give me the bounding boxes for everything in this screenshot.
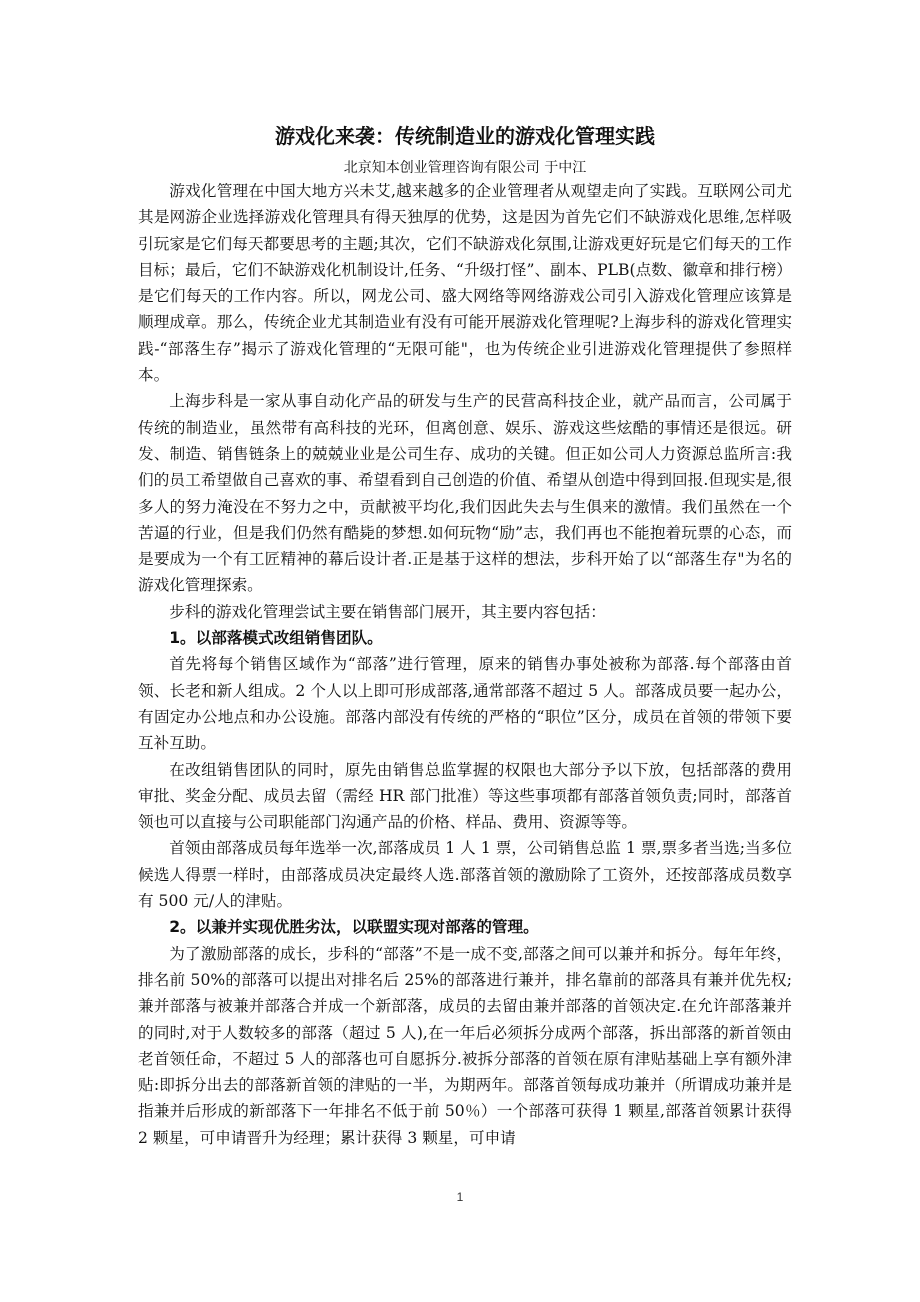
paragraph: 为了激励部落的成长，步科的“部落”不是一成不变,部落之间可以兼并和拆分。每年年终，排名前 50%的部落可以提出对排名后 25%的部落进行兼并，排名靠前的部落具有兼并优先权;兼并部落与被兼并部落合并成一个新部落，成员的去留由兼并部落的首领决定.在允许部落兼并的同时,对于人数较多的部落（超过 5 人),在一年后必须拆分成两个部落，拆出部落的新首领由老首领任命，不超过 5 人的部落也可自愿拆分.被拆分部落的首领在原有津贴基础上享有额外津贴:即拆分出去的部落新首领的津贴的一半，为期两年。部落首领每成功兼并（所谓成功兼并是指兼并后形成的新部落下一年排名不低于前 50％）一个部落可获得 1 颗星,部落首领累计获得 2 颗星，可申请晋升为经理；累计获得 3 颗星，可申请: [138, 944, 792, 1147]
paragraph: 首先将每个销售区域作为“部落”进行管理，原来的销售办事处被称为部落.每个部落由首领、长老和新人组成。2 个人以上即可形成部落,通常部落不超过 5 人。部落成员要一起办公，有固定办公地点和办公设施。部落内部没有传统的严格的“职位”区分，成员在首领的带领下要互补互助。: [138, 655, 792, 753]
paragraph: 首领由部落成员每年选举一次,部落成员 1 人 1 票，公司销售总监 1 票,票多者当选;当多位候选人得票一样时，由部落成员决定最终人选.部落首领的激励除了工资外，还按部落成员数享有 500 元/人的津贴。: [138, 839, 792, 911]
section-heading: 1。以部落模式改组销售团队。: [169, 629, 383, 648]
page-number: 1: [456, 1190, 464, 1204]
paragraph: 步科的游戏化管理尝试主要在销售部门展开，其主要内容包括：: [169, 602, 606, 621]
document-author: 北京知本创业管理咨询有限公司 于中江: [343, 160, 587, 176]
document-title: 游戏化来袭：传统制造业的游戏化管理实践: [275, 124, 655, 148]
paragraph: 在改组销售团队的同时，原先由销售总监掌握的权限也大部分予以下放，包括部落的费用审批、奖金分配、成员去留（需经 HR 部门批准）等这些事项都有部落首领负责;同时，部落首领也可以直接与公司职能部门沟通产品的价格、样品、费用、资源等等。: [138, 760, 792, 832]
document-page: [138, 120, 792, 1151]
paragraph: 游戏化管理在中国大地方兴未艾,越来越多的企业管理者从观望走向了实践。互联网公司尤其是网游企业选择游戏化管理具有得天独厚的优势，这是因为首先它们不缺游戏化思维,怎样吸引玩家是它们每天都要思考的主题;其次，它们不缺游戏化氛围,让游戏更好玩是它们每天的工作目标；最后，它们不缺游戏化机制设计,任务、“升级打怪”、副本、PLB(点数、徽章和排行榜）是它们每天的工作内容。所以，网龙公司、盛大网络等网络游戏公司引入游戏化管理应该算是顺理成章。那么，传统企业尤其制造业有没有可能开展游戏化管理呢?上海步科的游戏化管理实践-“部落生存”揭示了游戏化管理的“无限可能"，也为传统企业引进游戏化管理提供了参照样本。: [138, 182, 792, 385]
paragraph: 上海步科是一家从事自动化产品的研发与生产的民营高科技企业，就产品而言，公司属于传统的制造业，虽然带有高科技的光环，但离创意、娱乐、游戏这些炫酷的事情还是很远。研发、制造、销售链条上的兢兢业业是公司生存、成功的关键。但正如公司人力资源总监所言:我们的员工希望做自己喜欢的事、希望看到自己创造的价值、希望从创造中得到回报.但现实是,很多人的努力淹没在不努力之中，贡献被平均化,我们因此失去与生俱来的激情。我们虽然在一个苦逼的行业，但是我们仍然有酷毙的梦想.如何玩物“励”志，我们再也不能抱着玩票的心态，而是要成为一个有工匠精神的幕后设计者.正是基于这样的想法，步科开始了以“部落生存"为名的游戏化管理探索。: [138, 392, 792, 595]
section-heading: 2。以兼并实现优胜劣汰，以联盟实现对部落的管理。: [169, 918, 539, 937]
